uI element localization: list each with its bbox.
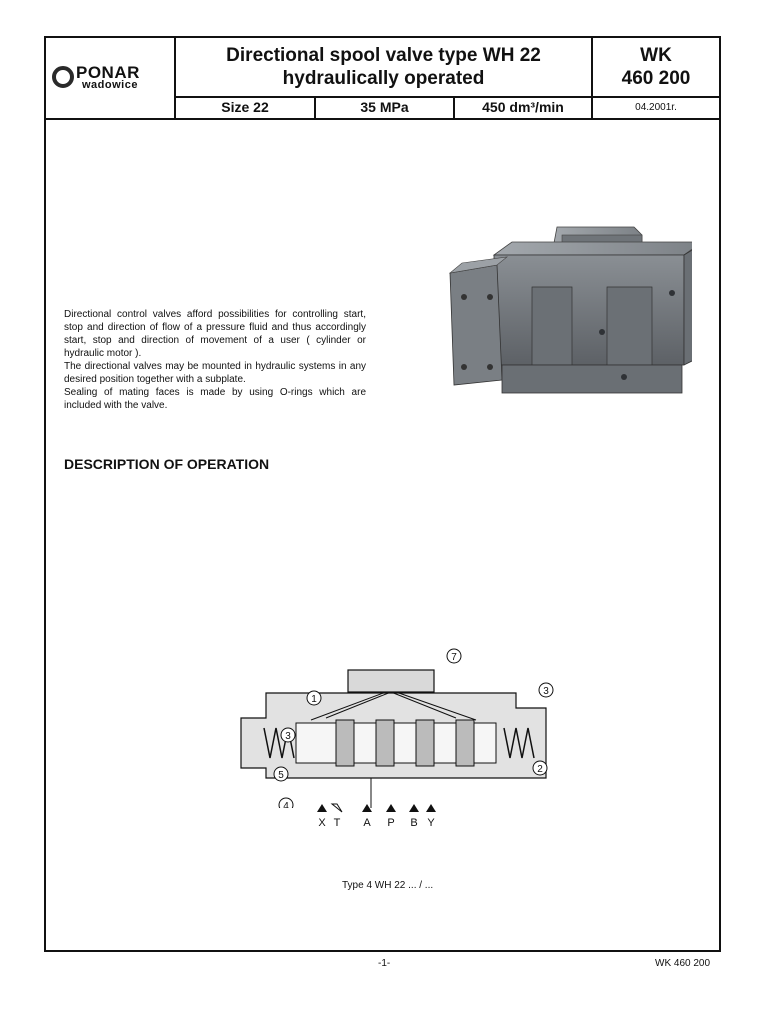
code-line-2: 460 200: [621, 68, 691, 89]
header-logo-cell: [46, 38, 176, 118]
diagram-caption: Type 4 WH 22 ... / ...: [342, 880, 434, 891]
port-b: B: [410, 817, 418, 829]
port-t: T: [333, 817, 341, 829]
callout-1: 1: [311, 694, 317, 705]
intro-paragraph-3: Sealing of mating faces is made by using O-rings which are included with the valve.: [64, 387, 366, 411]
callout-7: 7: [451, 652, 457, 663]
right-callouts: [526, 678, 566, 778]
intro-paragraph-2: The directional valves may be mounted in hydraulic systems in any desired position together with a subplate.: [64, 361, 366, 385]
port-p: P: [387, 817, 395, 829]
issue-date: 04.2001r.: [635, 102, 677, 113]
code-line-1: WK: [640, 45, 672, 66]
title-line-1: Directional spool valve type WH 22: [226, 45, 541, 66]
port-x: X: [318, 817, 326, 829]
spec-size: Size 22: [176, 98, 316, 118]
catalogue-code: [593, 38, 719, 98]
document-title: [176, 38, 593, 98]
callout-2: 2: [537, 764, 543, 775]
section-heading: DESCRIPTION OF OPERATION: [64, 456, 270, 472]
header-divider: [46, 118, 719, 120]
callout-3-left: 3: [285, 731, 291, 742]
intro-text: [64, 308, 366, 412]
valve-photo: [402, 215, 692, 415]
document-frame: [44, 36, 721, 952]
port-labels: [226, 798, 566, 868]
port-y: Y: [427, 817, 435, 829]
logo-subtitle: wadowice: [82, 79, 138, 91]
logo-brand: PONAR: [76, 63, 140, 82]
ponar-logo: [52, 64, 170, 92]
title-line-2: hydraulically operated: [282, 68, 485, 89]
callout-3-right: 3: [543, 686, 549, 697]
spec-pressure: 35 MPa: [316, 98, 455, 118]
page-number: -1-: [378, 958, 391, 969]
spec-row: [176, 98, 593, 118]
spec-flow: 450 dm³/min: [455, 98, 593, 118]
callout-4: 4: [283, 801, 289, 808]
footer-code: WK 460 200: [655, 958, 711, 969]
logo-ring-icon: [52, 66, 74, 88]
intro-paragraph-1: Directional control valves afford possibilities for controlling start, stop and direction of flow of a pressure fluid and thus accordingly start, stop and direction of movement of a user ( cylinder or hydraulic motor ).: [64, 309, 366, 359]
callout-5: 5: [278, 770, 284, 781]
port-a: A: [363, 817, 371, 829]
valve-cross-section-diagram: [226, 608, 566, 808]
